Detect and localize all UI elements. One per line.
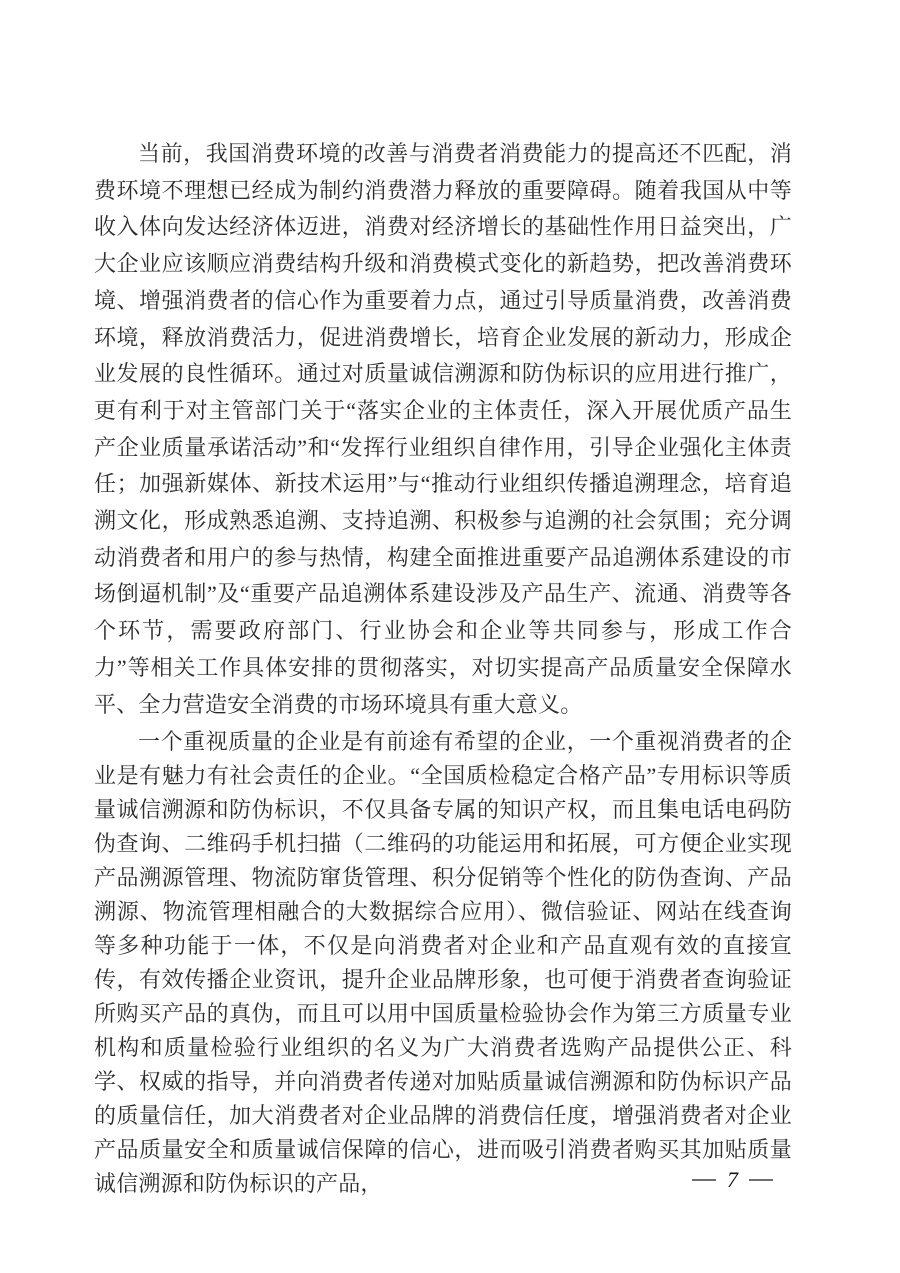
- page-footer: [692, 1167, 773, 1193]
- footer-dash-right-icon: [749, 1179, 773, 1181]
- page-body-text: [94, 136, 792, 1201]
- paragraph-1: 当前，我国消费环境的改善与消费者消费能力的提高还不匹配，消费环境不理想已经成为制约消费潜力释放的重要障碍。随着我国从中等收入体向发达经济体迈进，消费对经济增长的基础性作用日益突出，广大企业应该顺应消费结构升级和消费模式变化的新趋势，把改善消费环境、增强消费者的信心作为重要着力点，通过引导质量消费，改善消费环境，释放消费活力，促进消费增长，培育企业发展的新动力，形成企业发展的良性循环。通过对质量诚信溯源和防伪标识的应用进行推广，更有利于对主管部门关于“落实企业的主体责任，深入开展优质产品生产企业质量承诺活动”和“发挥行业组织自律作用，引导企业强化主体责任；加强新媒体、新技术运用”与“推动行业组织传播追溯理念，培育追溯文化，形成熟悉追溯、支持追溯、积极参与追溯的社会氛围；充分调动消费者和用户的参与热情，构建全面推进重要产品追溯体系建设的市场倒逼机制”及“重要产品追溯体系建设涉及产品生产、流通、消费等各个环节，需要政府部门、行业协会和企业等共同参与，形成工作合力”等相关工作具体安排的贯彻落实，对切实提高产品质量安全保障水平、全力营造安全消费的市场环境具有重大意义。: [94, 141, 792, 717]
- page-number: 7: [727, 1167, 738, 1192]
- paragraph-2: 一个重视质量的企业是有前途有希望的企业，一个重视消费者的企业是有魅力有社会责任的企业。“全国质检稳定合格产品”专用标识等质量诚信溯源和防伪标识，不仅具备专属的知识产权，而且集电话电码防伪查询、二维码手机扫描（二维码的功能运用和拓展，可方便企业实现产品溯源管理、物流防窜货管理、积分促销等个性化的防伪查询、产品溯源、物流管理相融合的大数据综合应用）、微信验证、网站在线查询等多种功能于一体，不仅是向消费者对企业和产品直观有效的直接宣传，有效传播企业资讯，提升企业品牌形象，也可便于消费者查询验证所购买产品的真伪，而且可以用中国质量检验协会作为第三方质量专业机构和质量检验行业组织的名义为广大消费者选购产品提供公正、科学、权威的指导，并向消费者传递对加贴质量诚信溯源和防伪标识产品的质量信任，加大消费者对企业品牌的消费信任度，增强消费者对企业产品质量安全和质量诚信保障的信心，进而吸引消费者购买其加贴质量诚信溯源和防伪标识的产品，: [94, 729, 792, 1197]
- footer-dash-left-icon: [692, 1179, 716, 1181]
